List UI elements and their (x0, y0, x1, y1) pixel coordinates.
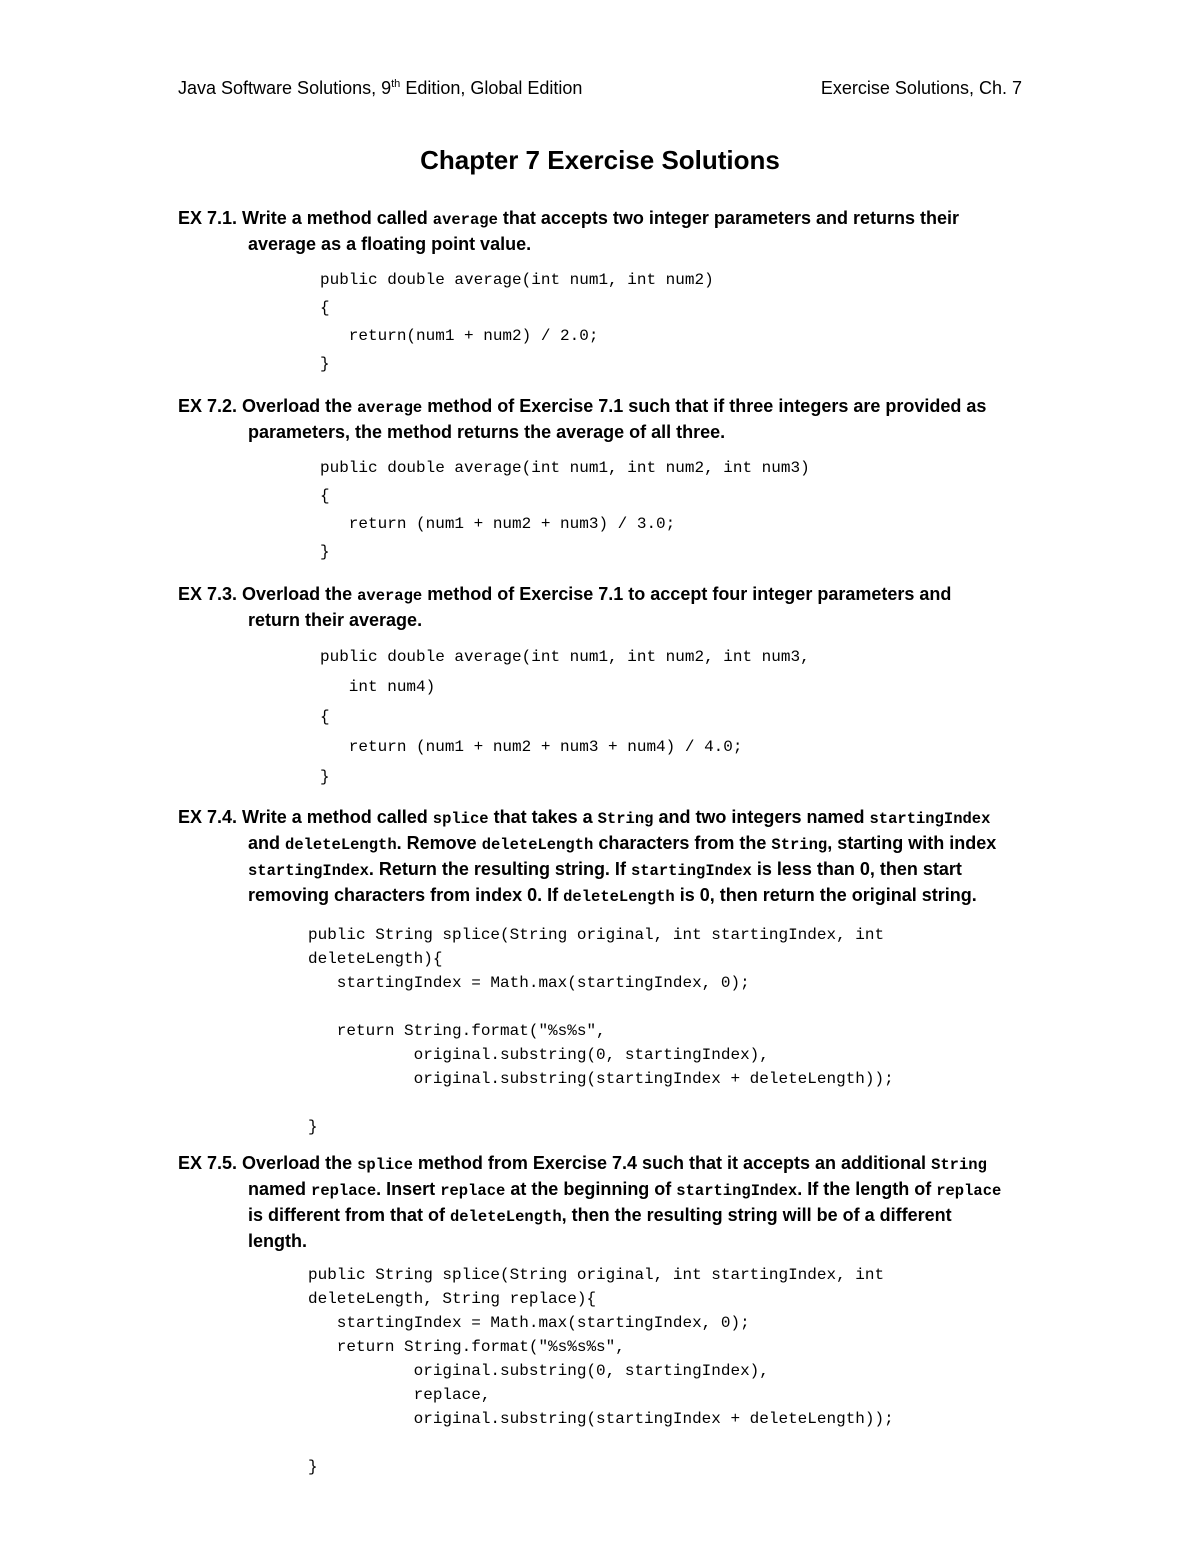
exercise-7-1 (178, 206, 1008, 378)
code-block: public String splice(String original, int startingIndex, int deleteLength, String replace){ startingIndex = Math.max(startingIndex, 0); return String.format("%s%s%s", original.substring(0, startingIndex), replace, original.substring(startingIndex + deleteLength)); } (308, 1266, 894, 1476)
page-title: Chapter 7 Exercise Solutions (420, 145, 780, 175)
code-block: public double average(int num1, int num2) { return(num1 + num2) / 2.0; } (320, 271, 714, 373)
exercise-prompt: EX 7.1. Write a method called average that accepts two integer parameters and returns their average as a floating point value. (178, 208, 960, 254)
header-edition-superscript: th (391, 78, 401, 90)
exercise-prompt: EX 7.4. Write a method called splice that takes a String and two integers named startingIndex and deleteLength. Remove deleteLength characters from the String, starting with index startingIndex. Return the resulting string. If startingIndex is less than 0, then start removing characters from index 0. If deleteLength is 0, then return the original string. (178, 807, 997, 906)
exercise-prompt: EX 7.2. Overload the average method of Exercise 7.1 such that if three integers are provided as parameters, the method returns the average of all three. (178, 396, 987, 442)
exercise-7-5 (178, 1151, 1008, 1479)
code-block: public String splice(String original, int startingIndex, int deleteLength){ startingIndex = Math.max(startingIndex, 0); return String.format("%s%s", original.substring(0, startingIndex), original.substring(startingIndex + deleteLength)); } (308, 926, 894, 1136)
code-block: public double average(int num1, int num2, int num3) { return (num1 + num2 + num3) / 3.0; } (320, 459, 810, 561)
code-block: public double average(int num1, int num2, int num3, int num4) { return (num1 + num2 + num3 + num4) / 4.0; } (320, 648, 810, 786)
exercise-7-2 (178, 394, 1008, 566)
exercise-prompt: EX 7.3. Overload the average method of Exercise 7.1 to accept four integer parameters and return their average. (178, 584, 952, 630)
header-chapter-label: Exercise Solutions, Ch. 7 (820, 78, 1022, 98)
exercise-prompt: EX 7.5. Overload the splice method from Exercise 7.4 such that it accepts an additional String named replace. Insert replace at the beginning of startingIndex. If the length of replace is different from that of deleteLength, then the resulting string will be of a different length. (178, 1153, 1002, 1251)
exercise-7-4 (178, 805, 1008, 1139)
header-book-title: Java Software Solutions, 9th Edition, Global Edition (178, 78, 583, 98)
exercise-7-3 (178, 582, 1008, 792)
